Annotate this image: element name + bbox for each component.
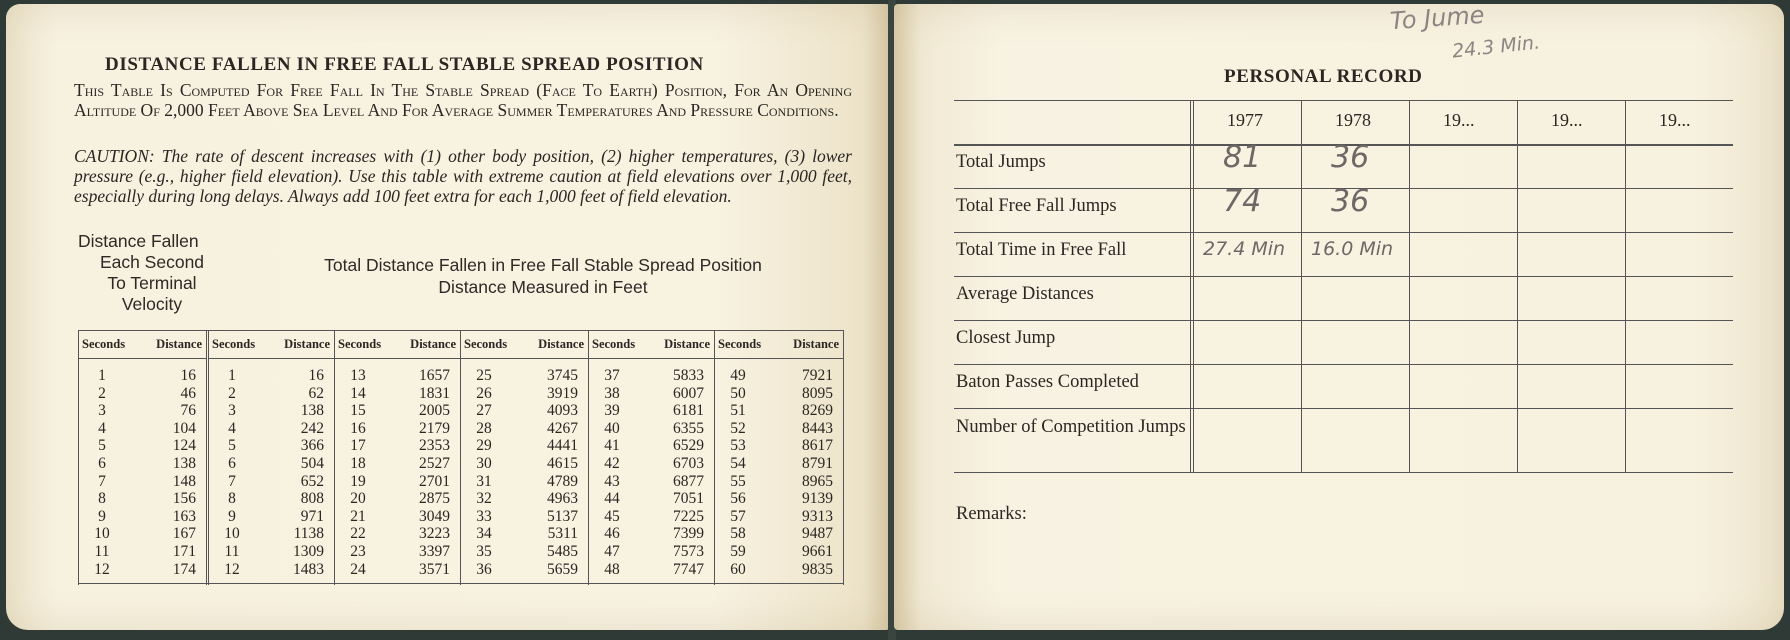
seconds-value: 14 [350, 384, 366, 402]
seconds-value: 42 [604, 454, 620, 472]
handwritten-record-value: 27.4 Min [1203, 238, 1286, 260]
free-fall-table-title: DISTANCE FALLEN IN FREE FALL STABLE SPREAD POSITION [105, 54, 704, 75]
column-header [209, 331, 334, 359]
table-row [209, 367, 334, 385]
seconds-value: 3 [228, 402, 236, 420]
record-row-label: Average Distances [956, 284, 1094, 304]
distance-value: 76 [180, 402, 196, 420]
distance-value: 8095 [802, 384, 833, 402]
distance-value: 8791 [802, 454, 833, 472]
header-distance: Distance [793, 337, 839, 351]
free-fall-distance-table [78, 330, 844, 584]
seconds-value: 7 [98, 472, 106, 490]
table-row [335, 473, 460, 491]
seconds-value: 9 [228, 507, 236, 525]
personal-record-title: PERSONAL RECORD [1224, 66, 1423, 87]
distance-value: 4789 [547, 472, 578, 490]
table-row [335, 490, 460, 508]
handwritten-record-value: 16.0 Min [1311, 238, 1394, 260]
year-header: 1978 [1335, 110, 1371, 130]
table-row [79, 525, 206, 543]
seconds-value: 20 [350, 490, 366, 508]
table-row [79, 561, 206, 579]
table-row [589, 367, 714, 385]
handwritten-record-value: 74 [1223, 184, 1262, 219]
seconds-value: 18 [350, 454, 366, 472]
table-row [79, 437, 206, 455]
handwritten-record-value: 36 [1331, 140, 1370, 175]
seconds-value: 16 [350, 419, 366, 437]
table-rule [954, 232, 1733, 233]
table-row [715, 455, 843, 473]
seconds-value: 4 [98, 419, 106, 437]
distance-value: 6877 [673, 472, 704, 490]
distance-value: 3571 [419, 560, 450, 578]
seconds-value: 4 [228, 419, 236, 437]
column-header [715, 331, 843, 359]
table-row [209, 525, 334, 543]
distance-value: 7399 [673, 525, 704, 543]
seconds-value: 10 [94, 525, 110, 543]
seconds-value: 31 [476, 472, 492, 490]
table-row [79, 490, 206, 508]
seconds-value: 25 [476, 367, 492, 384]
table-row [715, 543, 843, 561]
header-distance: Distance [284, 337, 330, 351]
table-rule [1517, 100, 1518, 472]
table-row [335, 508, 460, 526]
header-seconds: Seconds [592, 337, 636, 351]
seconds-value: 30 [476, 454, 492, 472]
seconds-value: 1 [98, 367, 106, 384]
table-row [461, 525, 588, 543]
table-column-2 [206, 331, 334, 585]
distance-value: 2179 [419, 419, 450, 437]
distance-value: 6007 [673, 384, 704, 402]
distance-value: 4093 [547, 402, 578, 420]
table-rule [1409, 100, 1410, 472]
distance-value: 366 [300, 437, 324, 455]
distance-value: 3223 [419, 525, 450, 543]
table-row [79, 402, 206, 420]
table-row [715, 402, 843, 420]
distance-fallen-label: Distance Fallen Each Second To Terminal Velocity [78, 231, 205, 314]
distance-value: 1483 [293, 560, 324, 578]
seconds-value: 9 [98, 507, 106, 525]
table-row [461, 367, 588, 385]
seconds-value: 2 [98, 384, 106, 402]
table-row [209, 473, 334, 491]
table-rule [1301, 100, 1302, 472]
total-distance-label: Total Distance Fallen in Free Fall Stable Spread Position Distance Measured in Feet [324, 255, 762, 297]
distance-value: 504 [300, 454, 324, 472]
table-row [589, 508, 714, 526]
year-header: 19... [1443, 110, 1475, 130]
seconds-value: 59 [730, 542, 746, 560]
record-row-label: Closest Jump [956, 328, 1056, 348]
table-row [715, 561, 843, 579]
distance-value: 2875 [419, 490, 450, 508]
table-row [461, 508, 588, 526]
header-seconds: Seconds [464, 337, 508, 351]
distance-value: 8965 [802, 472, 833, 490]
table-row [335, 385, 460, 403]
record-row-label: Total Jumps [956, 152, 1046, 172]
table-row [209, 543, 334, 561]
personal-record-table [954, 100, 1730, 472]
seconds-value: 11 [94, 542, 110, 560]
seconds-value: 38 [604, 384, 620, 402]
distance-value: 6703 [673, 454, 704, 472]
seconds-value: 52 [730, 419, 746, 437]
table-row [209, 561, 334, 579]
record-row-label: Total Time in Free Fall [956, 240, 1127, 260]
distance-value: 8443 [802, 419, 833, 437]
handwritten-note: To Jume [1389, 0, 1486, 36]
distance-value: 3919 [547, 384, 578, 402]
table-row [715, 490, 843, 508]
table-row [335, 402, 460, 420]
seconds-value: 26 [476, 384, 492, 402]
handwritten-record-value: 81 [1223, 140, 1262, 175]
distance-value: 124 [172, 437, 196, 455]
table-row [589, 473, 714, 491]
record-row-label: Total Free Fall Jumps [956, 196, 1117, 216]
record-row-label: Baton Passes Completed [956, 372, 1139, 392]
table-row [461, 473, 588, 491]
table-row [589, 385, 714, 403]
seconds-value: 37 [604, 367, 620, 384]
distance-value: 2701 [419, 472, 450, 490]
table-rule [954, 100, 1733, 101]
header-distance: Distance [410, 337, 456, 351]
table-row [79, 455, 206, 473]
table-row [715, 367, 843, 385]
header-seconds: Seconds [212, 337, 256, 351]
table-row [335, 437, 460, 455]
seconds-value: 45 [604, 507, 620, 525]
record-row-label: Number of Competition Jumps [956, 417, 1186, 437]
seconds-value: 34 [476, 525, 492, 543]
seconds-value: 6 [98, 454, 106, 472]
seconds-value: 2 [228, 384, 236, 402]
distance-value: 1309 [293, 542, 324, 560]
table-rule [954, 276, 1733, 277]
column-header [335, 331, 460, 359]
table-column-4 [460, 331, 588, 585]
table-row [715, 385, 843, 403]
seconds-value: 32 [476, 490, 492, 508]
table-rule [954, 408, 1733, 409]
distance-value: 7747 [673, 560, 704, 578]
table-row [461, 385, 588, 403]
table-row [335, 543, 460, 561]
seconds-value: 11 [224, 542, 240, 560]
table-row [79, 385, 206, 403]
distance-value: 167 [172, 525, 196, 543]
distance-value: 16 [308, 367, 324, 384]
seconds-value: 36 [476, 560, 492, 578]
handwritten-note-time: 24.3 Min. [1451, 31, 1542, 63]
seconds-value: 8 [228, 490, 236, 508]
seconds-value: 17 [350, 437, 366, 455]
column-header [461, 331, 588, 359]
column-header [79, 331, 206, 359]
seconds-value: 1 [228, 367, 236, 384]
distance-value: 4441 [547, 437, 578, 455]
header-distance: Distance [664, 337, 710, 351]
seconds-value: 6 [228, 454, 236, 472]
seconds-value: 35 [476, 542, 492, 560]
column-header [589, 331, 714, 359]
table-row [461, 543, 588, 561]
distance-value: 46 [180, 384, 196, 402]
table-row [209, 508, 334, 526]
seconds-value: 54 [730, 454, 746, 472]
table-row [335, 455, 460, 473]
year-header: 19... [1659, 110, 1691, 130]
distance-value: 2005 [419, 402, 450, 420]
distance-value: 9313 [802, 507, 833, 525]
distance-value: 9835 [802, 560, 833, 578]
table-row [461, 402, 588, 420]
table-row [335, 420, 460, 438]
table-row [715, 525, 843, 543]
table-rule [954, 472, 1733, 473]
seconds-value: 33 [476, 507, 492, 525]
seconds-value: 29 [476, 437, 492, 455]
table-column-1 [78, 331, 206, 585]
table-column-6 [714, 331, 844, 585]
distance-value: 652 [300, 472, 324, 490]
seconds-value: 10 [224, 525, 240, 543]
distance-value: 3049 [419, 507, 450, 525]
distance-value: 7573 [673, 542, 704, 560]
table-row [715, 508, 843, 526]
distance-value: 7921 [802, 367, 833, 384]
table-intro-text: This Table Is Computed For Free Fall In The Stable Spread (Face To Earth) Position, For An Opening Altitude Of 2,000 Feet Above Sea Level And For Average Summer Temperatures And Pressure Conditions. [74, 80, 852, 120]
distance-value: 163 [172, 507, 196, 525]
table-row [461, 561, 588, 579]
table-row [715, 437, 843, 455]
seconds-value: 58 [730, 525, 746, 543]
table-row [209, 420, 334, 438]
table-row [79, 543, 206, 561]
distance-value: 9661 [802, 542, 833, 560]
seconds-value: 43 [604, 472, 620, 490]
distance-value: 3745 [547, 367, 578, 384]
distance-value: 5137 [547, 507, 578, 525]
seconds-value: 19 [350, 472, 366, 490]
distance-value: 7051 [673, 490, 704, 508]
distance-value: 9487 [802, 525, 833, 543]
header-distance: Distance [538, 337, 584, 351]
header-seconds: Seconds [82, 337, 126, 351]
seconds-value: 13 [350, 367, 366, 384]
distance-value: 3397 [419, 542, 450, 560]
table-row [589, 420, 714, 438]
table-rule [954, 364, 1733, 365]
table-rule [1190, 100, 1191, 472]
table-column-5 [588, 331, 714, 585]
table-row [209, 490, 334, 508]
table-row [589, 490, 714, 508]
seconds-value: 3 [98, 402, 106, 420]
year-header: 1977 [1227, 110, 1263, 130]
seconds-value: 49 [730, 367, 746, 384]
seconds-value: 23 [350, 542, 366, 560]
table-rule [1625, 100, 1626, 472]
table-row [209, 437, 334, 455]
distance-value: 171 [172, 542, 196, 560]
distance-value: 6355 [673, 419, 704, 437]
table-row [589, 561, 714, 579]
seconds-value: 7 [228, 472, 236, 490]
table-row [79, 508, 206, 526]
distance-value: 138 [172, 454, 196, 472]
remarks-label: Remarks: [956, 504, 1027, 524]
table-row [589, 543, 714, 561]
seconds-value: 15 [350, 402, 366, 420]
distance-value: 2527 [419, 454, 450, 472]
distance-value: 808 [300, 490, 324, 508]
distance-value: 242 [300, 419, 324, 437]
distance-value: 6181 [673, 402, 704, 420]
table-row [209, 402, 334, 420]
seconds-value: 8 [98, 490, 106, 508]
table-rule [1193, 100, 1194, 472]
distance-value: 5659 [547, 560, 578, 578]
year-header: 19... [1551, 110, 1583, 130]
table-row [589, 402, 714, 420]
table-row [335, 525, 460, 543]
distance-value: 16 [180, 367, 196, 384]
seconds-value: 40 [604, 419, 620, 437]
distance-value: 148 [172, 472, 196, 490]
distance-value: 1831 [419, 384, 450, 402]
table-row [461, 420, 588, 438]
table-row [79, 367, 206, 385]
table-column-3 [334, 331, 460, 585]
seconds-value: 5 [98, 437, 106, 455]
table-row [461, 455, 588, 473]
distance-value: 174 [172, 560, 196, 578]
seconds-value: 21 [350, 507, 366, 525]
seconds-value: 39 [604, 402, 620, 420]
seconds-value: 41 [604, 437, 620, 455]
distance-value: 9139 [802, 490, 833, 508]
table-row [461, 490, 588, 508]
seconds-value: 47 [604, 542, 620, 560]
distance-value: 62 [308, 384, 324, 402]
table-row [335, 561, 460, 579]
seconds-value: 57 [730, 507, 746, 525]
distance-value: 7225 [673, 507, 704, 525]
distance-value: 4615 [547, 454, 578, 472]
seconds-value: 27 [476, 402, 492, 420]
table-row [461, 437, 588, 455]
distance-value: 104 [172, 419, 196, 437]
table-row [589, 525, 714, 543]
table-row [79, 473, 206, 491]
seconds-value: 50 [730, 384, 746, 402]
seconds-value: 46 [604, 525, 620, 543]
distance-value: 4963 [547, 490, 578, 508]
distance-value: 8617 [802, 437, 833, 455]
distance-value: 5311 [547, 525, 578, 543]
seconds-value: 24 [350, 560, 366, 578]
seconds-value: 56 [730, 490, 746, 508]
seconds-value: 51 [730, 402, 746, 420]
handwritten-record-value: 36 [1331, 184, 1370, 219]
seconds-value: 12 [224, 560, 240, 578]
table-row [335, 367, 460, 385]
caution-text: CAUTION: The rate of descent increases with (1) other body position, (2) higher temperatures, (3) lower pressure (e.g., higher field elevation). Use this table with extreme caution at field elevations over 1,000 feet, especially during long delays. Always add 100 feet extra for each 1,000 feet of field elevation. [74, 146, 852, 206]
table-rule [954, 320, 1733, 321]
distance-value: 5833 [673, 367, 704, 384]
seconds-value: 53 [730, 437, 746, 455]
distance-value: 138 [300, 402, 324, 420]
distance-value: 6529 [673, 437, 704, 455]
table-row [79, 420, 206, 438]
distance-value: 5485 [547, 542, 578, 560]
seconds-value: 5 [228, 437, 236, 455]
seconds-value: 60 [730, 560, 746, 578]
seconds-value: 28 [476, 419, 492, 437]
header-distance: Distance [156, 337, 202, 351]
seconds-value: 44 [604, 490, 620, 508]
distance-value: 971 [300, 507, 324, 525]
table-row [209, 385, 334, 403]
table-row [715, 473, 843, 491]
table-row [589, 455, 714, 473]
seconds-value: 12 [94, 560, 110, 578]
header-seconds: Seconds [718, 337, 762, 351]
seconds-value: 48 [604, 560, 620, 578]
table-row [715, 420, 843, 438]
distance-value: 4267 [547, 419, 578, 437]
header-seconds: Seconds [338, 337, 382, 351]
distance-value: 1657 [419, 367, 450, 384]
distance-value: 1138 [293, 525, 324, 543]
table-row [209, 455, 334, 473]
distance-value: 8269 [802, 402, 833, 420]
table-row [589, 437, 714, 455]
distance-value: 2353 [419, 437, 450, 455]
distance-value: 156 [172, 490, 196, 508]
seconds-value: 22 [350, 525, 366, 543]
seconds-value: 55 [730, 472, 746, 490]
